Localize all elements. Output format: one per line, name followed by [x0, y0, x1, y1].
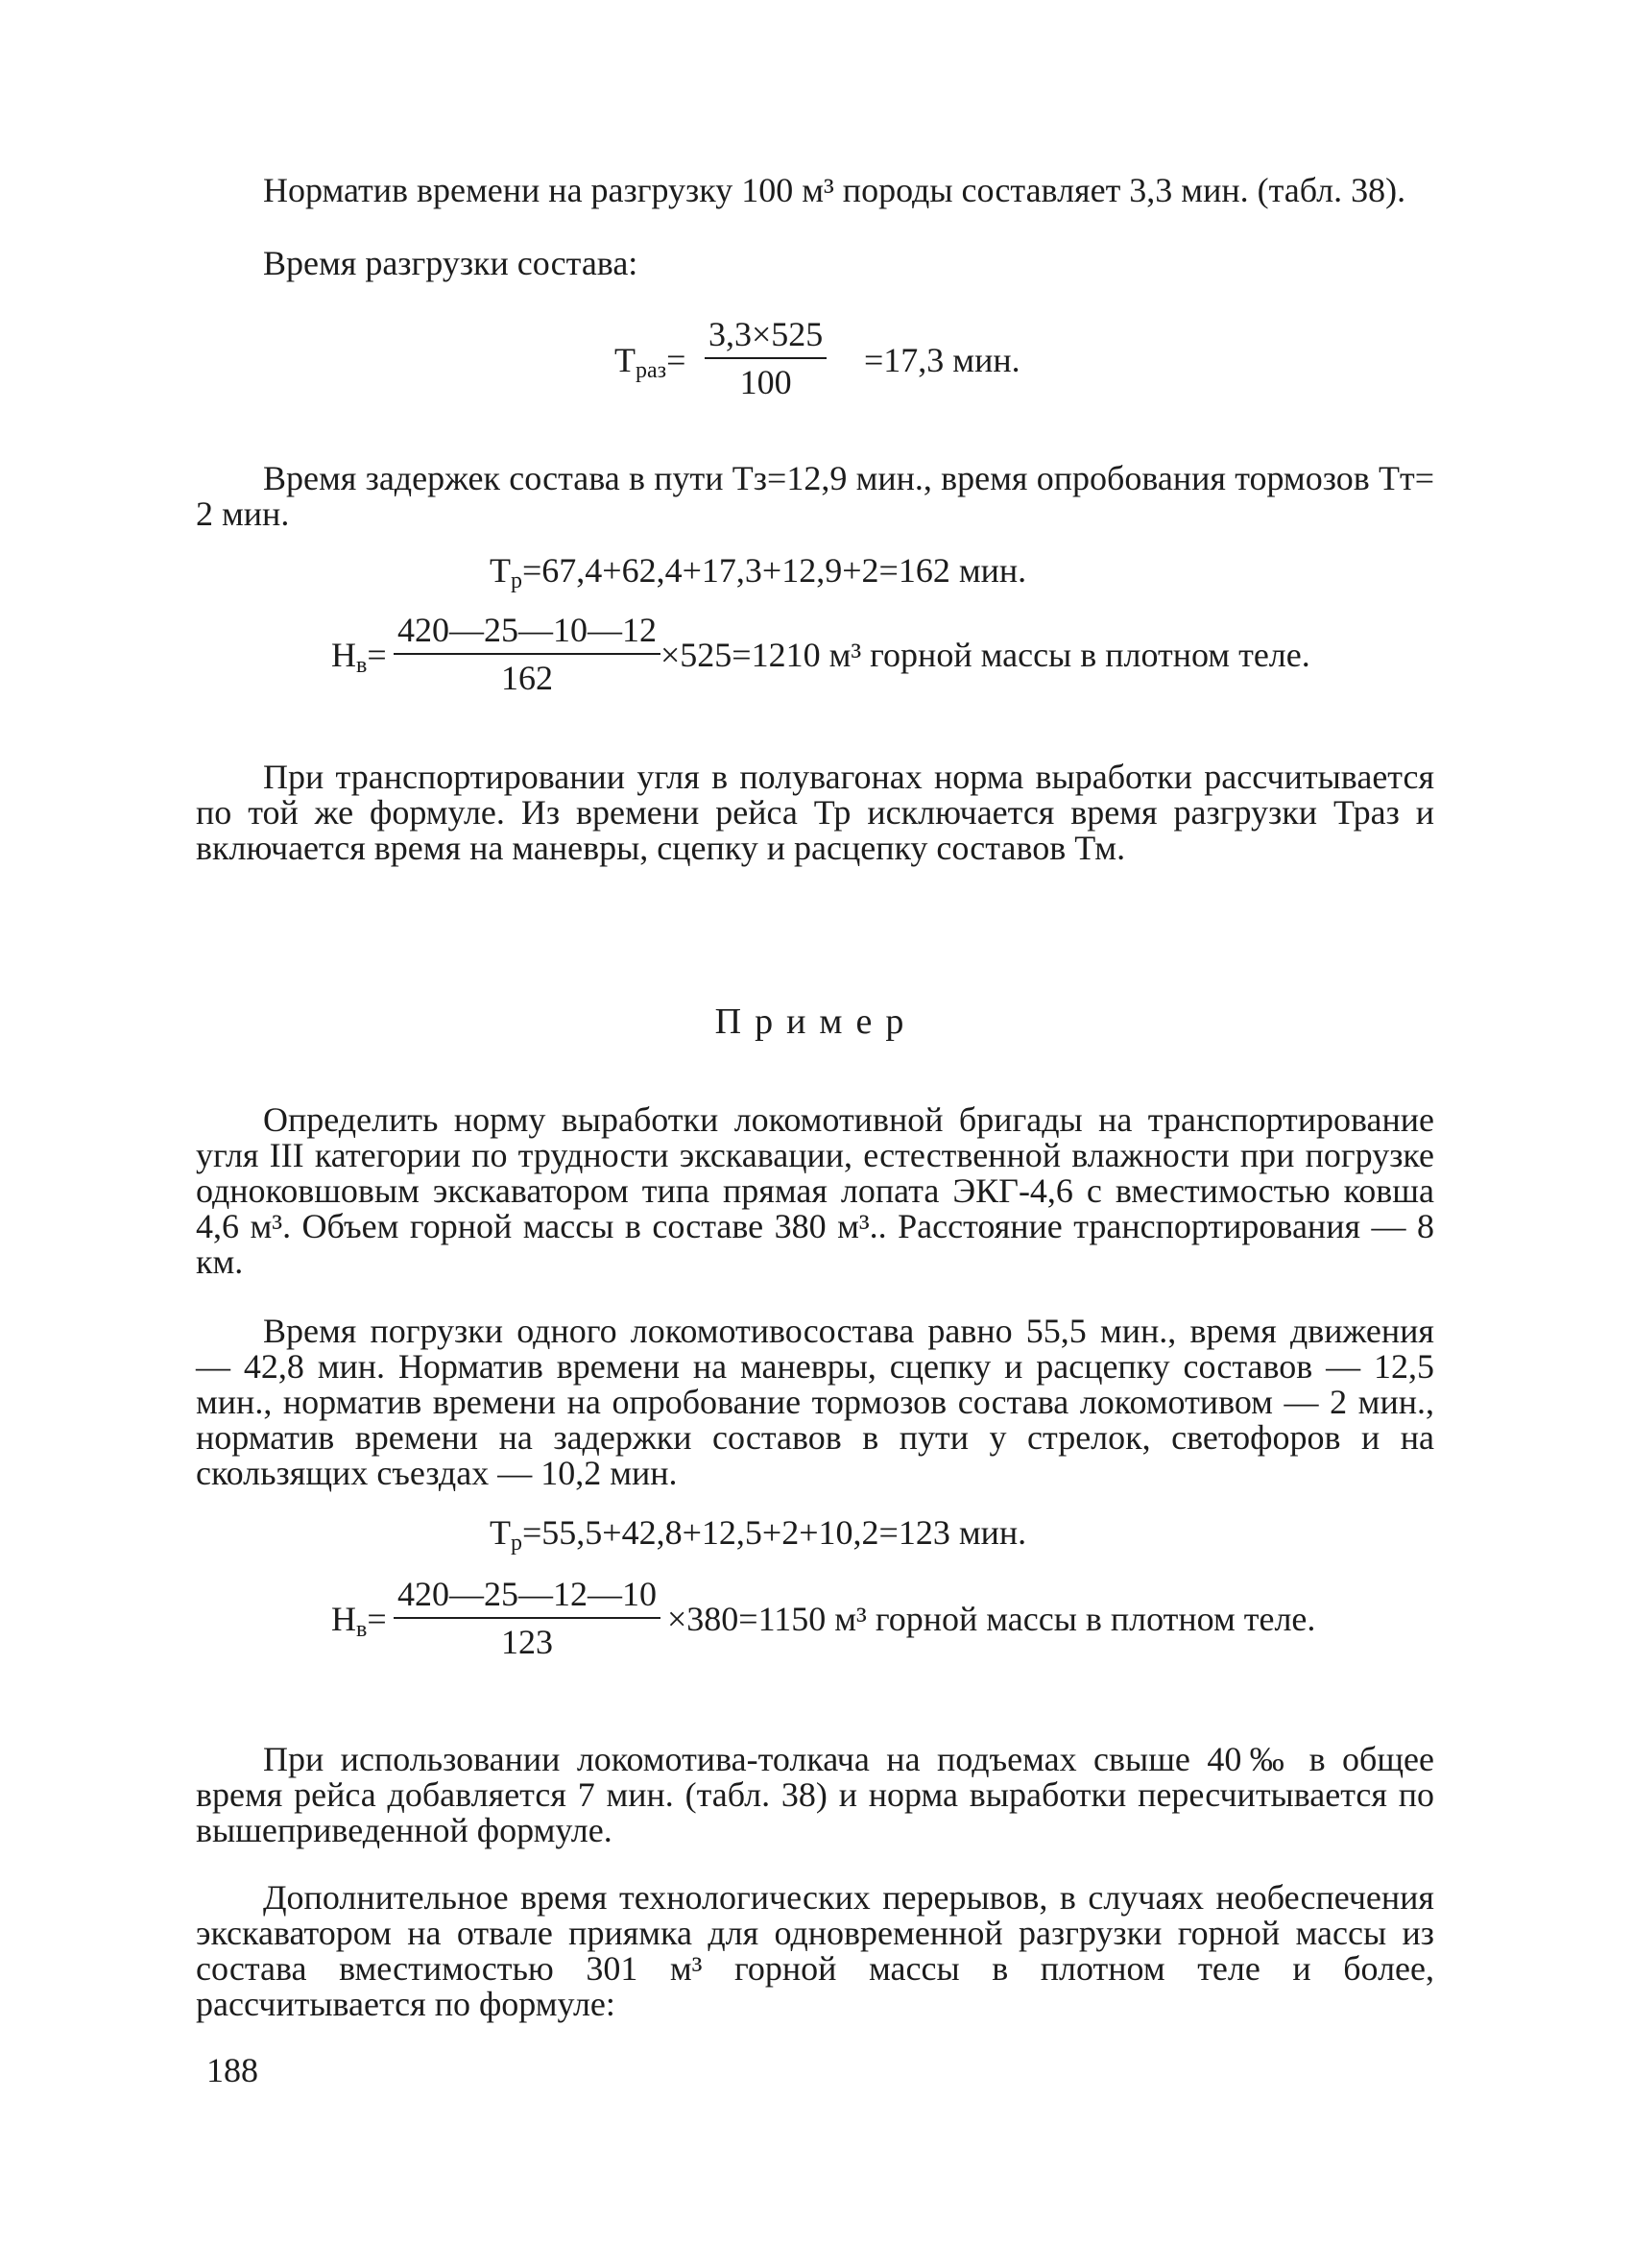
paragraph-pusher-locomotive: При использовании локомотива-толкача на подъемах свыше 40‰ в общее время рейса добавляется 7 мин. (табл. 38) и норма выработки пересчитывается по вышеприведенной формуле. [196, 1740, 1434, 1849]
formula-trip-time-2: $Т_р=55,5+42,8+12,5+2+10,2=123$ мин. [490, 1513, 1027, 1556]
fraction-denominator: 123 [501, 1623, 553, 1661]
formula-output-norm-1-lhs: $Н_в=$ [331, 636, 387, 678]
fraction-numerator: 420—25—12—10 [394, 1577, 660, 1619]
fraction-denominator: 162 [501, 659, 553, 697]
page-number: 188 [206, 2051, 258, 2089]
formula-unloading-lhs: $Т_{раз}=$ [614, 341, 686, 383]
formula-unloading-rhs: =17,3 мин. [864, 341, 1020, 379]
formula-output-norm-1-rhs: ×525=1210 м³ горной массы в плотном теле. [660, 636, 1310, 674]
formula-output-norm-2-rhs: ×380=1150 м³ горной массы в плотном теле. [667, 1600, 1316, 1638]
fraction-denominator: 100 [739, 363, 792, 401]
paragraph-unloading-norm: Норматив времени на разгрузку 100 м³ породы составляет 3,3 мин. (табл. 38). [263, 171, 1406, 209]
fraction-numerator: 3,3×525 [705, 317, 827, 359]
formula-output-norm-2-lhs: $Н_в=$ [331, 1600, 387, 1642]
formula-unloading-fraction [705, 317, 827, 399]
formula-output-norm-2-fraction [394, 1577, 660, 1659]
paragraph-additional-time: Дополнительное время технологических перерывов, в случаях необеспечения экскаватором на отвале приямка для одновременной разгрузки горной массы из состава вместимостью 301 м³ горной массы в плотном теле и более, рассчитывается по формуле: [196, 1878, 1434, 2023]
paragraph-coal-transport: При транспортировании угля в полувагонах норма выработки рассчитывается по той же формуле. Из времени рейса Тр исключается время разгрузки Траз и включается время на маневры, сцепку и расцепку составов Тм. [196, 758, 1434, 867]
paragraph-example-task: Определить норму выработки локомотивной бригады на транспортирование угля III категории по трудности экскавации, естественной влажности при погрузке одноковшовым экскаватором типа прямая лопата ЭКГ-4,6 с вместимостью ковша 4,6 м³. Объем горной массы в составе 380 м³.. Расстояние транспортирования — 8 км. [196, 1100, 1434, 1281]
paragraph-unloading-time: Время разгрузки состава: [263, 244, 638, 282]
formula-trip-time-1: $Т_р=67,4+62,4+17,3+12,9+2=162$ мин. [490, 551, 1027, 593]
formula-output-norm-1-fraction [394, 613, 660, 695]
fraction-numerator: 420—25—10—12 [394, 613, 660, 655]
section-heading-example: Пример [714, 1001, 918, 1042]
paragraph-delays: Время задержек состава в пути Тз=12,9 мин., время опробования тормозов Тт= 2 мин. [196, 459, 1434, 533]
paragraph-example-times: Время погрузки одного локомотивосостава равно 55,5 мин., время движения — 42,8 мин. Норматив времени на маневры, сцепку и расцепку составов — 12,5 мин., норматив времени на опробование тормозов состава локомотивом — 2 мин., норматив времени на задержки составов в пути у стрелок, светофоров и на скользящих съездах — 10,2 мин. [196, 1312, 1434, 1492]
